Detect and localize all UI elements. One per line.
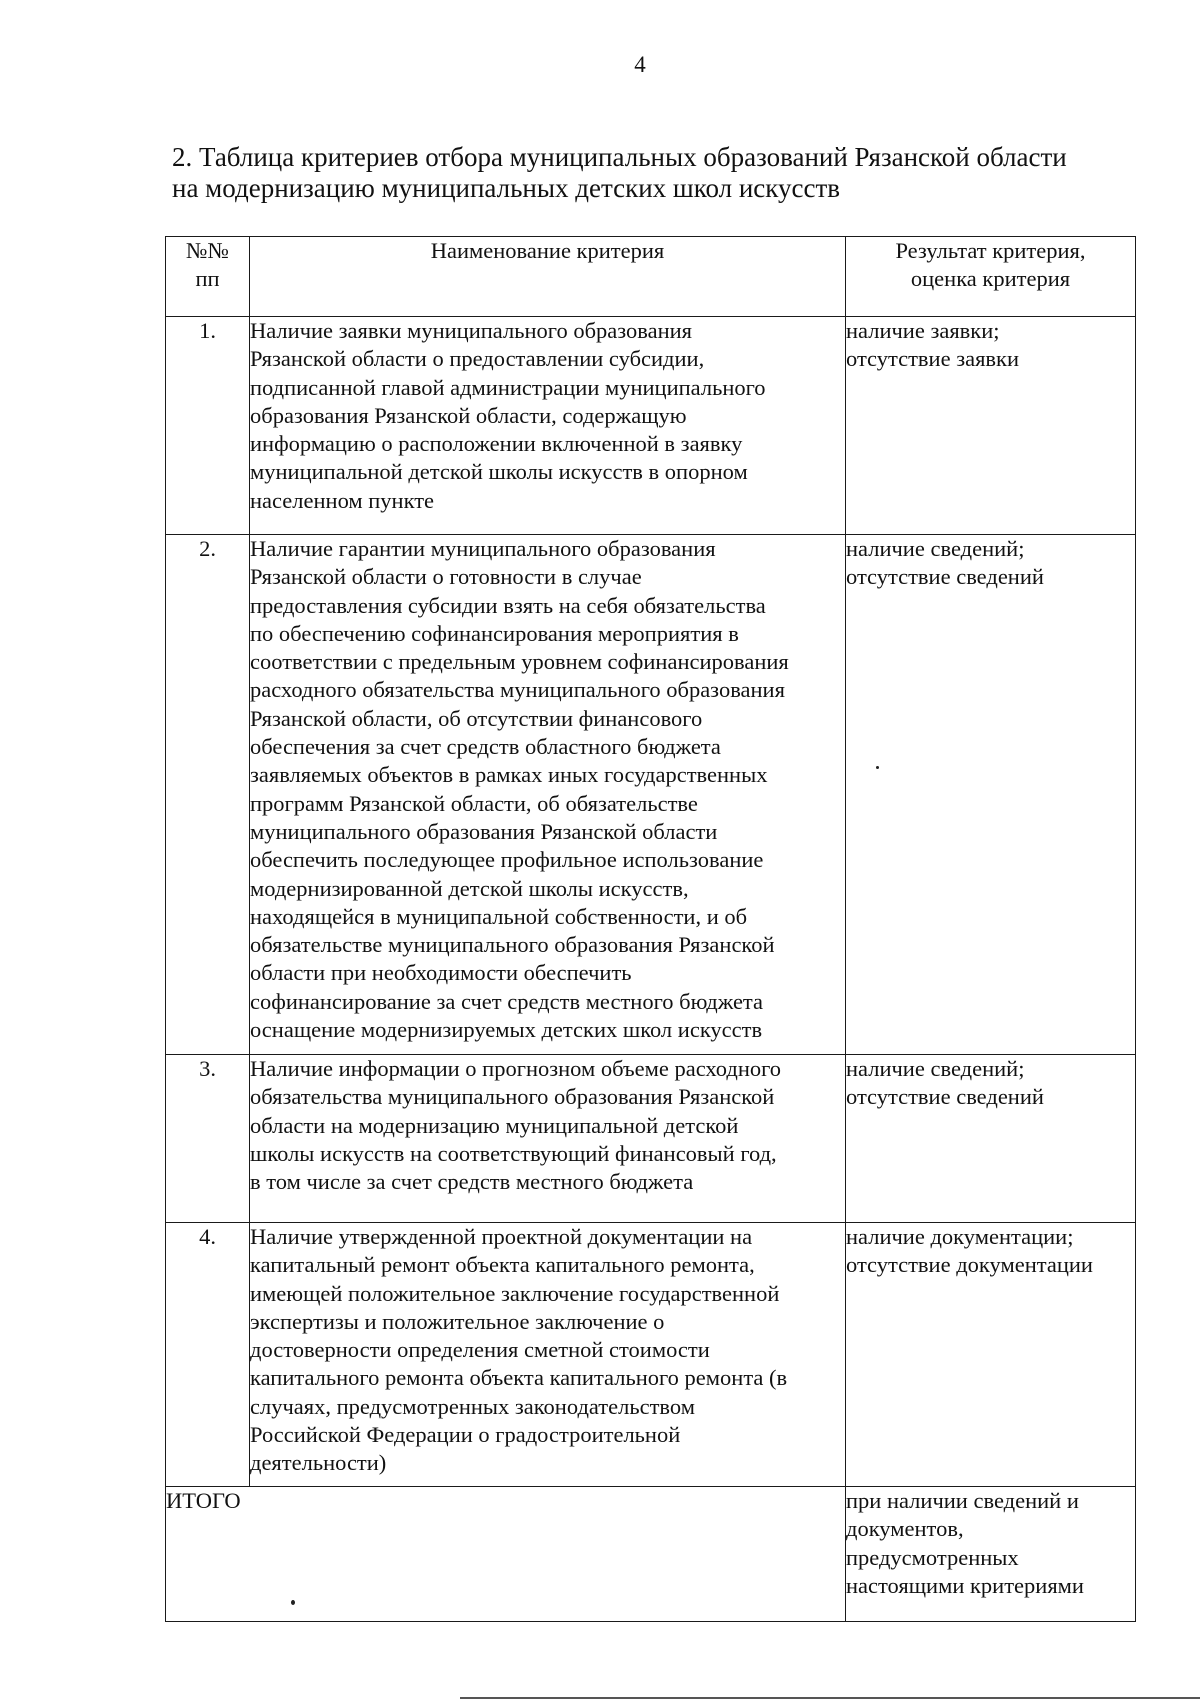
text-line: экспертизы и положительное заключение о bbox=[250, 1308, 665, 1334]
text-line: наличие заявки; bbox=[846, 318, 1000, 343]
text-line: области при необходимости обеспечить bbox=[250, 960, 632, 986]
text-line: обеспечения за счет средств областного бюджета bbox=[250, 734, 721, 760]
row-number: 1. bbox=[166, 317, 250, 535]
text-line: достоверности определения сметной стоимости bbox=[250, 1337, 710, 1363]
text-line: случаях, предусмотренных законодательством bbox=[250, 1393, 695, 1419]
table-heading bbox=[172, 142, 1152, 204]
heading-line: 2. Таблица критериев отбора муниципальных образований Рязанской области bbox=[172, 142, 1067, 172]
text-line: находящейся в муниципальной собственности, и об bbox=[250, 903, 748, 929]
header-criterion-name bbox=[250, 237, 846, 317]
table-row bbox=[166, 535, 1136, 1055]
criterion-name bbox=[250, 317, 846, 535]
text-line: муниципального образования Рязанской области bbox=[250, 818, 718, 844]
text-line: Рязанской области о готовности в случае bbox=[250, 564, 642, 590]
criterion-result bbox=[846, 317, 1136, 535]
text-line: образования Рязанской области, содержащую bbox=[250, 402, 687, 428]
scan-speck bbox=[876, 766, 879, 769]
text-line: софинансирование за счет средств местного бюджета bbox=[250, 988, 764, 1014]
scan-edge-line bbox=[460, 1697, 1200, 1699]
total-label: ИТОГО bbox=[166, 1487, 846, 1622]
text-line: настоящими критериями bbox=[846, 1572, 1084, 1598]
text-line: Российской Федерации о градостроительной bbox=[250, 1422, 681, 1448]
total-result bbox=[846, 1487, 1136, 1622]
criteria-table bbox=[165, 236, 1136, 1622]
text-line: имеющей положительное заключение государственной bbox=[250, 1280, 780, 1306]
text-line: подписанной главой администрации муниципального bbox=[250, 374, 766, 400]
table-row bbox=[166, 1055, 1136, 1223]
table-row bbox=[166, 1223, 1136, 1487]
header-number-line: пп bbox=[195, 266, 220, 292]
text-line: документов, bbox=[846, 1516, 964, 1542]
text-line: деятельности) bbox=[250, 1450, 387, 1476]
text-line: населенном пункте bbox=[250, 487, 435, 513]
text-line: в том числе за счет средств местного бюджета bbox=[250, 1169, 694, 1195]
text-line: наличие сведений; bbox=[846, 536, 1025, 561]
heading-line: на модернизацию муниципальных детских школ искусств bbox=[172, 173, 840, 203]
text-line: капитального ремонта объекта капитального ремонта (в bbox=[250, 1365, 788, 1391]
text-line: наличие сведений; bbox=[846, 1056, 1025, 1081]
text-line: отсутствие документации bbox=[846, 1252, 1093, 1278]
text-line: модернизированной детской школы искусств, bbox=[250, 875, 689, 901]
criterion-name bbox=[250, 1223, 846, 1487]
text-line: школы искусств на соответствующий финансовый год, bbox=[250, 1140, 777, 1166]
header-number-line: №№ bbox=[186, 238, 229, 263]
criterion-name bbox=[250, 535, 846, 1055]
row-number: 4. bbox=[166, 1223, 250, 1487]
header-number bbox=[166, 237, 250, 317]
text-line: информацию о расположении включенной в заявку bbox=[250, 431, 743, 457]
row-number: 2. bbox=[166, 535, 250, 1055]
row-number: 3. bbox=[166, 1055, 250, 1223]
total-row bbox=[166, 1487, 1136, 1622]
text-line: наличие документации; bbox=[846, 1224, 1074, 1249]
table-row bbox=[166, 317, 1136, 535]
text-line: Рязанской области, об отсутствии финансового bbox=[250, 705, 703, 731]
text-line: отсутствие сведений bbox=[846, 564, 1044, 590]
text-line: Наличие утвержденной проектной документации на bbox=[250, 1224, 753, 1249]
text-line: обеспечить последующее профильное использование bbox=[250, 847, 764, 873]
text-line: заявляемых объектов в рамках иных государственных bbox=[250, 762, 768, 788]
text-line: Наличие заявки муниципального образования bbox=[250, 318, 693, 343]
criterion-result bbox=[846, 1055, 1136, 1223]
text-line: отсутствие сведений bbox=[846, 1084, 1044, 1110]
text-line: программ Рязанской области, об обязательстве bbox=[250, 790, 698, 816]
text-line: Наличие информации о прогнозном объеме расходного bbox=[250, 1056, 782, 1081]
header-result bbox=[846, 237, 1136, 317]
header-criterion-name-text: Наименование критерия bbox=[430, 238, 665, 263]
text-line: расходного обязательства муниципального образования bbox=[250, 677, 785, 703]
text-line: предусмотренных bbox=[846, 1544, 1019, 1570]
header-result-line: Результат критерия, bbox=[895, 238, 1086, 263]
text-line: оснащение модернизируемых детских школ искусств bbox=[250, 1017, 763, 1043]
criterion-name bbox=[250, 1055, 846, 1223]
text-line: соответствии с предельным уровнем софинансирования bbox=[250, 649, 789, 675]
scan-speck bbox=[291, 1600, 295, 1605]
table-header-row bbox=[166, 237, 1136, 317]
text-line: муниципальной детской школы искусств в опорном bbox=[250, 459, 748, 485]
text-line: по обеспечению софинансирования мероприятия в bbox=[250, 620, 739, 646]
text-line: отсутствие заявки bbox=[846, 346, 1020, 372]
page-number: 4 bbox=[634, 52, 646, 77]
text-line: Рязанской области о предоставлении субсидии, bbox=[250, 346, 705, 372]
text-line: при наличии сведений и bbox=[846, 1488, 1079, 1513]
text-line: обязательства муниципального образования Рязанской bbox=[250, 1084, 775, 1110]
criterion-result bbox=[846, 1223, 1136, 1487]
header-result-line: оценка критерия bbox=[910, 266, 1071, 292]
text-line: области на модернизацию муниципальной детской bbox=[250, 1112, 739, 1138]
text-line: капитальный ремонт объекта капитального ремонта, bbox=[250, 1252, 755, 1278]
text-line: предоставления субсидии взять на себя обязательства bbox=[250, 592, 766, 618]
text-line: обязательстве муниципального образования Рязанской bbox=[250, 932, 775, 958]
criterion-result bbox=[846, 535, 1136, 1055]
text-line: Наличие гарантии муниципального образования bbox=[250, 536, 716, 561]
